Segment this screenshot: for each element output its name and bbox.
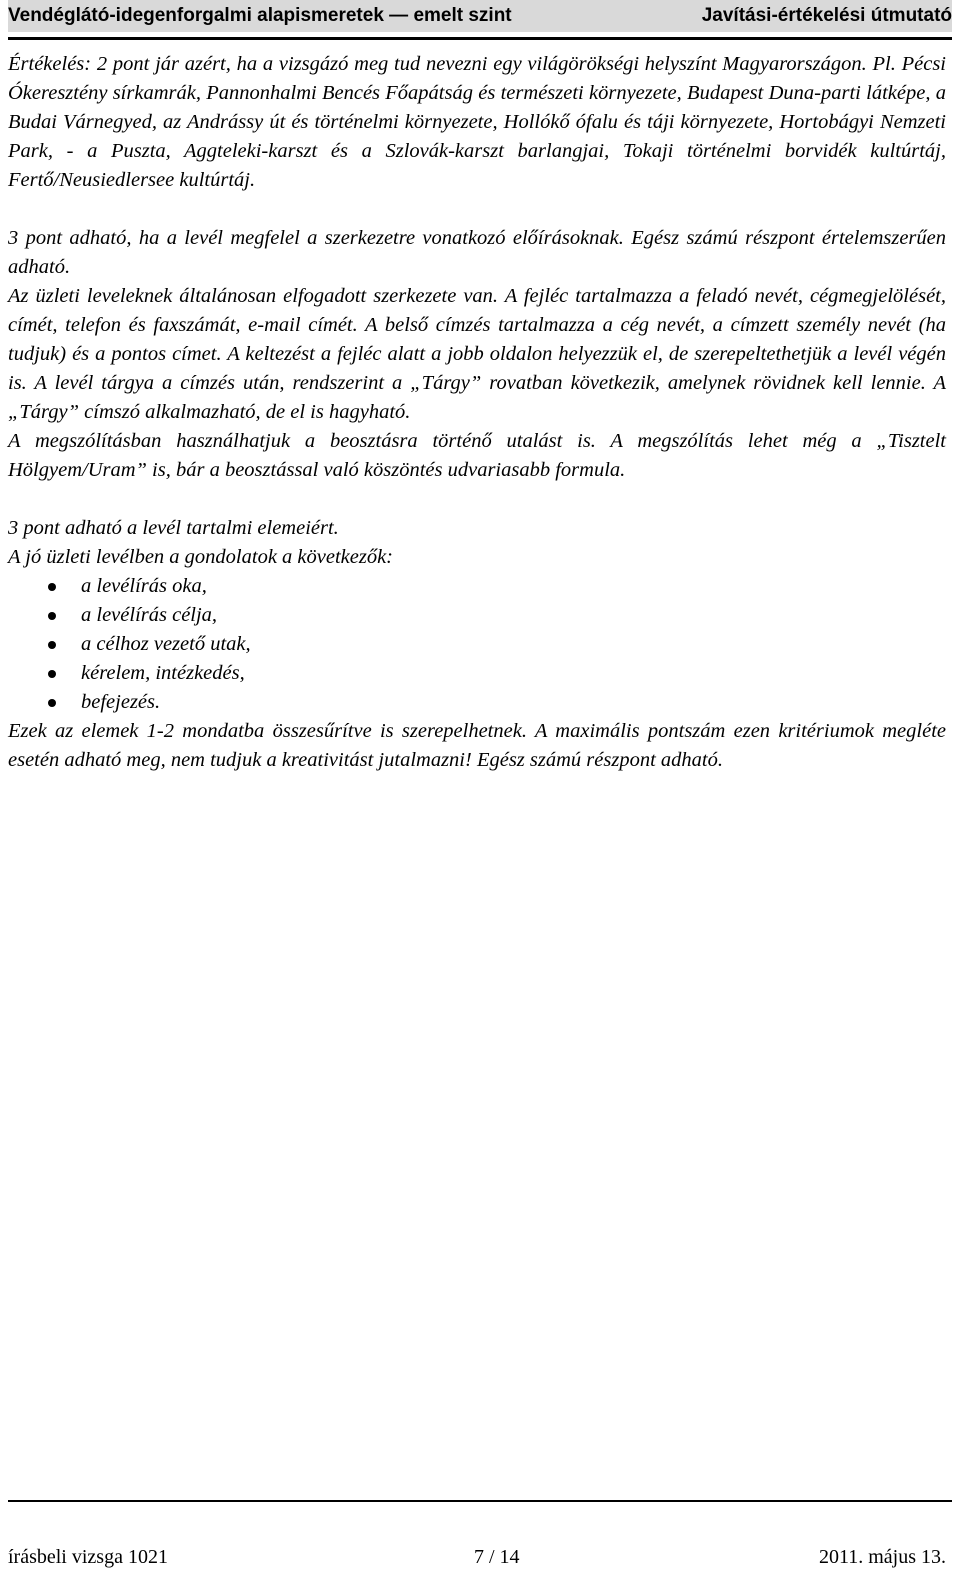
document-body (8, 50, 946, 775)
spacer (8, 485, 946, 514)
footer-exam-id: írásbeli vizsga 1021 (8, 1546, 168, 1568)
list-item: a célhoz vezető utak, (8, 630, 946, 659)
list-item: a levélírás célja, (8, 601, 946, 630)
header-left-title: Vendéglátó-idegenforgalmi alapismeretek — emelt szint (8, 5, 512, 26)
footer-divider (8, 1500, 952, 1502)
bullet-icon (48, 699, 56, 707)
footer-date: 2011. május 13. (818, 1546, 946, 1568)
footer-page-number: 7 / 14 (474, 1546, 520, 1568)
list-item: befejezés. (8, 688, 946, 717)
final-paragraph: Ezek az elemek 1-2 mondatba összesűrítve is szerepelhetnek. A maximális pontszám ezen kritériumok megléte esetén adható meg, nem tudjuk a kreativitást jutalmazni! Egész számú részpont adható. (8, 720, 946, 771)
content-elements-intro: A jó üzleti levélben a gondolatok a következők: (8, 546, 394, 568)
bullet-icon (48, 641, 56, 649)
structure-points-paragraph: 3 pont adható, ha a levél megfelel a szerkezetre vonatkozó előírásoknak. Egész számú részpont értelemszerűen adható. (8, 227, 946, 278)
spacer (8, 195, 946, 224)
letter-structure-paragraph: Az üzleti leveleknek általánosan elfogadott szerkezete van. A fejléc tartalmazza a feladó nevét, cégmegjelölését, címét, telefon és faxszámát, e-mail címét. A belső címzés tartalmazza a cég nevét, a címzett személy nevét (ha tudjuk) és a pontos címet. A keltezést a fejléc alatt a jobb oldalon helyezzük el, de szerepeltethetjük a levél végén is. A levél tárgya a címzés után, rendszerint a „Tárgy” rovatban következik, amelynek rövidnek kell lennie. A „Tárgy” címszó alkalmazható, de el is hagyható. (8, 285, 946, 423)
content-points-line: 3 pont adható a levél tartalmi elemeiért. (8, 517, 339, 539)
list-item: kérelem, intézkedés, (8, 659, 946, 688)
page-header (8, 0, 952, 32)
evaluation-paragraph: Értékelés: 2 pont jár azért, ha a vizsgázó meg tud nevezni egy világörökségi helyszínt Magyarországon. Pl. Pécsi Ókeresztény sírkamrák, Pannonhalmi Bencés Főapátság és természeti környezete, Budapest Duna-parti látképe, a Budai Várnegyed, az Andrássy út és történelmi környezete, Hollókő ófalu és táji környezete, Hortobágyi Nemzeti Park, - a Puszta, Aggteleki-karszt és a Szlovák-karszt barlangjai, Tokaji történelmi borvidék kultúrtáj, Fertő/Neusiedlersee kultúrtáj. (8, 53, 946, 191)
salutation-paragraph: A megszólításban használhatjuk a beosztásra történő utalást is. A megszólítás lehet még a „Tisztelt Hölgyem/Uram” is, bár a beosztással való köszöntés udvariasabb formula. (8, 430, 946, 481)
content-elements-list (8, 572, 946, 717)
bullet-icon (48, 612, 56, 620)
list-item: a levélírás oka, (8, 572, 946, 601)
header-right-title: Javítási-értékelési útmutató (701, 5, 952, 26)
bullet-icon (48, 583, 56, 591)
bullet-icon (48, 670, 56, 678)
header-divider (8, 37, 952, 40)
